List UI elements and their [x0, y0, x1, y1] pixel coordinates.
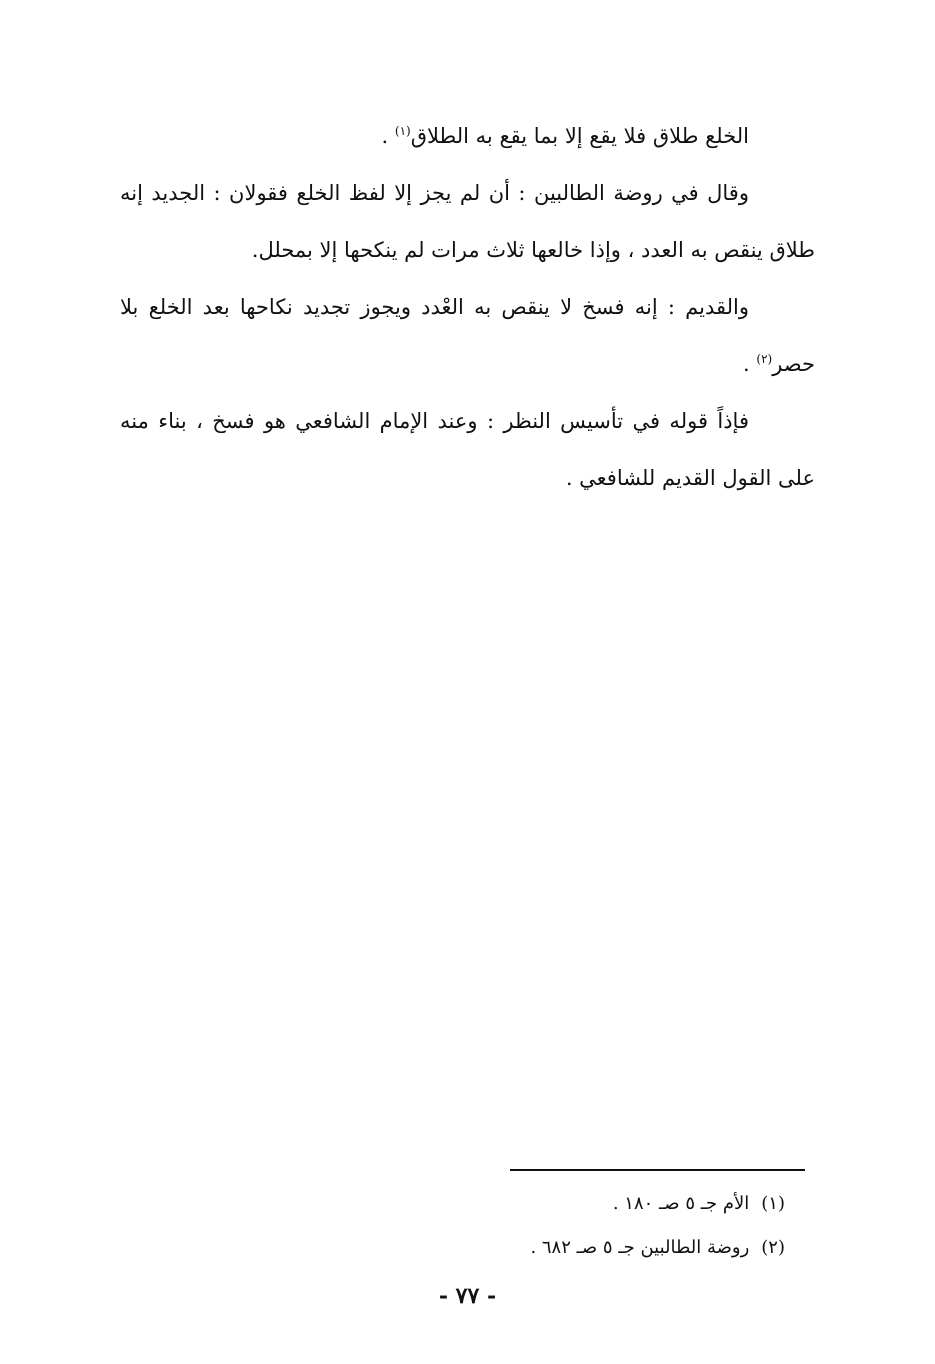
footnote-2	[365, 1226, 785, 1270]
paragraph-1	[120, 108, 815, 165]
paragraph-3-tail: .	[743, 352, 757, 376]
paragraph-3-text: والقديم : إنه فسخ لا ينقص به العْدد ويجوز تجديد نكاحها بعد الخلع بلا حصر	[120, 295, 815, 376]
main-text	[120, 108, 815, 507]
paragraph-2	[120, 165, 815, 279]
paragraph-4-text: فإذاً قوله في تأسيس النظر : وعند الإمام الشافعي هو فسخ ، بناء منه على القول القديم للشافعي .	[120, 409, 815, 490]
footnote-1-text: الأم جـ ٥ صـ ١٨٠ .	[612, 1193, 750, 1214]
footnote-1-number: (١)	[761, 1193, 785, 1214]
footnote-1	[365, 1182, 785, 1226]
footnote-2-text: روضة الطالبين جـ ٥ صـ ٦٨٢ .	[530, 1237, 750, 1258]
footnotes	[365, 1182, 785, 1270]
paragraph-3	[120, 279, 815, 393]
footnote-ref-1: (١)	[394, 124, 411, 138]
footnote-2-number: (٢)	[761, 1237, 785, 1258]
page-number: - ٧٧ -	[438, 1283, 497, 1309]
footnote-ref-2: (٢)	[756, 352, 773, 366]
paragraph-1-tail: .	[381, 124, 395, 148]
footnote-separator	[510, 1169, 805, 1171]
paragraph-4	[120, 393, 815, 507]
paragraph-2-text: وقال في روضة الطالبين : أن لم يجز إلا لفظ الخلع فقولان : الجديد إنه طلاق ينقص به العدد ، وإذا خالعها ثلاث مرات لم ينكحها إلا بمحلل.	[120, 181, 815, 262]
paragraph-1-text: الخلع طلاق فلا يقع إلا بما يقع به الطلاق	[410, 124, 749, 148]
